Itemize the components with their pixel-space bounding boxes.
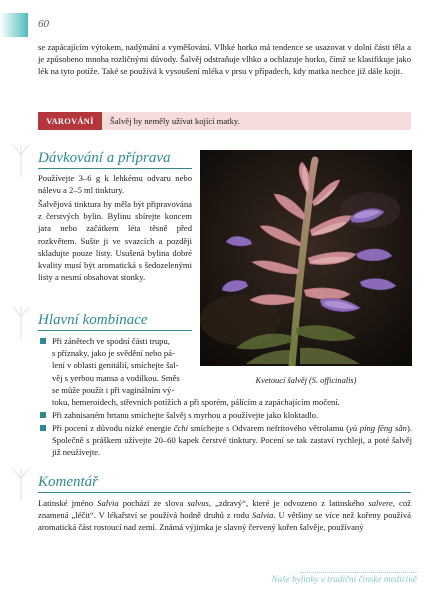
combo-bullet-3-text: smíchejte s Odvarem nefritového větrolamu (	[188, 423, 350, 433]
comment-text: . U většiny se více než kořeny používá aromatická část rostoucí nad zemí. Známá výjimka je slavný červený kořen šalvěje, používaný	[38, 510, 411, 533]
decorative-glyph-combos: ᛉ	[10, 303, 32, 344]
footer-rule	[300, 572, 418, 573]
combo-bullet-1-end: toku, hemeroidech, střevních potížích a při sporém, pálícím a zapáchajícím močení.	[52, 397, 340, 407]
intro-paragraph: se zapácajícím výtokem, nadýmání a vyměšování. Vlhké horko má tendence se usazovat v dolní části těla a je způsobeno mnoha rozličnými důvody. Šalvěj odstraňuje vlhko a ochlazuje horko, čímž se klasifikuje jako lék na tyto potíže. Také se používá k vysoušení mléka v prsu v případech, kdy matka nechce již dále kojit.	[38, 42, 411, 77]
dosage-paragraph-2: Šalvějová tinktura by měla být připravována z čerstvých bylin. Bylinu sbírejte koncem jara nebo začátkem léta těsně před rozkvětem. Sušte ji ve svazcích a později skladujte pouze listy. Usušená bylina dobré kvality musí být aromatická s šedozelenými listy a nesmí obsahovat stonky.	[38, 199, 192, 283]
decorative-glyph-dosage: ᛉ	[10, 141, 32, 182]
page-number: 60	[38, 18, 49, 30]
term-salvere: salvere	[368, 498, 393, 508]
combo-bullet-1-line: se může použít i při vaginálním vý-	[52, 384, 175, 395]
bullet-marker	[40, 338, 46, 344]
term-salvia: Salvia	[97, 498, 119, 508]
decorative-glyph-comment: ᛉ	[10, 465, 32, 506]
caption-close: )	[353, 376, 357, 385]
combo-bullet-3-text: Při pocení z důvodu nízké energie	[52, 423, 174, 433]
term-pinyin: yù píng fēng sǎn	[349, 423, 407, 433]
comment-text: , což znamená „léčit“. V lékařství se používá hodně druhů z rodu	[38, 498, 411, 521]
header-accent-bar	[0, 13, 28, 37]
combo-bullet-1-line: Při zánětech ve spodní části trupu,	[52, 336, 170, 346]
comment-paragraph	[38, 497, 411, 534]
section-title-dosage: Dávkování a příprava	[38, 150, 171, 166]
term-chi: čchi	[173, 423, 189, 433]
section-rule-comment	[38, 492, 411, 493]
sage-flower-photo	[200, 150, 412, 366]
comment-text: , „zdravý“, které je odvozeno z latinského	[208, 498, 369, 508]
combo-bullet-2: Při zahnisaném hrtanu smíchejte šalvěj s myrhou a používejte jako kloktadlo.	[52, 410, 319, 420]
combo-bullet-1-line: lení v oblasti genitálií, smíchejte šal-	[52, 360, 179, 371]
term-salvus: salvus	[187, 498, 209, 508]
photo-caption	[200, 376, 412, 385]
caption-latin: S. officinalis	[311, 376, 354, 385]
combo-bullet-3	[52, 422, 412, 459]
section-title-comment: Komentář	[38, 474, 98, 490]
combo-bullet-1-line: věj s yerbou mansa a vodilkou. Směs	[52, 372, 180, 383]
combo-bullet-1	[52, 335, 192, 396]
comment-text: pochází ze slova	[118, 498, 188, 508]
warning-text: Šalvěj by neměly užívat kojící matky.	[110, 116, 240, 126]
caption-text: Kvetoucí šalvěj (	[255, 376, 312, 385]
comment-text: Latinské jméno	[38, 498, 98, 508]
section-rule-dosage	[38, 168, 192, 169]
running-footer: Naše bylinky v tradiční čínské medicíně	[271, 574, 417, 584]
warning-label: VAROVÁNÍ	[38, 112, 102, 130]
section-rule-combinations	[38, 330, 192, 331]
combo-bullet-1-line: s příznaky, jako je svědění nebo pá-	[52, 348, 175, 359]
warning-box	[38, 112, 411, 130]
combo-bullet-3-text: ). Společně s práškem užívejte 20–60 kapek čerstvé tinktury. Pocení se tak zastaví rychleji, a poté šalvěj již neužívejte.	[52, 423, 412, 458]
dosage-paragraph-1: Používejte 3–6 g k lehkému odvaru nebo nálevu a 2–5 ml tinktury.	[38, 173, 192, 196]
bullet-marker	[40, 425, 46, 431]
bullet-marker	[40, 412, 46, 418]
section-title-combinations: Hlavní kombinace	[38, 312, 148, 328]
term-salvia: Salvia	[251, 510, 274, 521]
